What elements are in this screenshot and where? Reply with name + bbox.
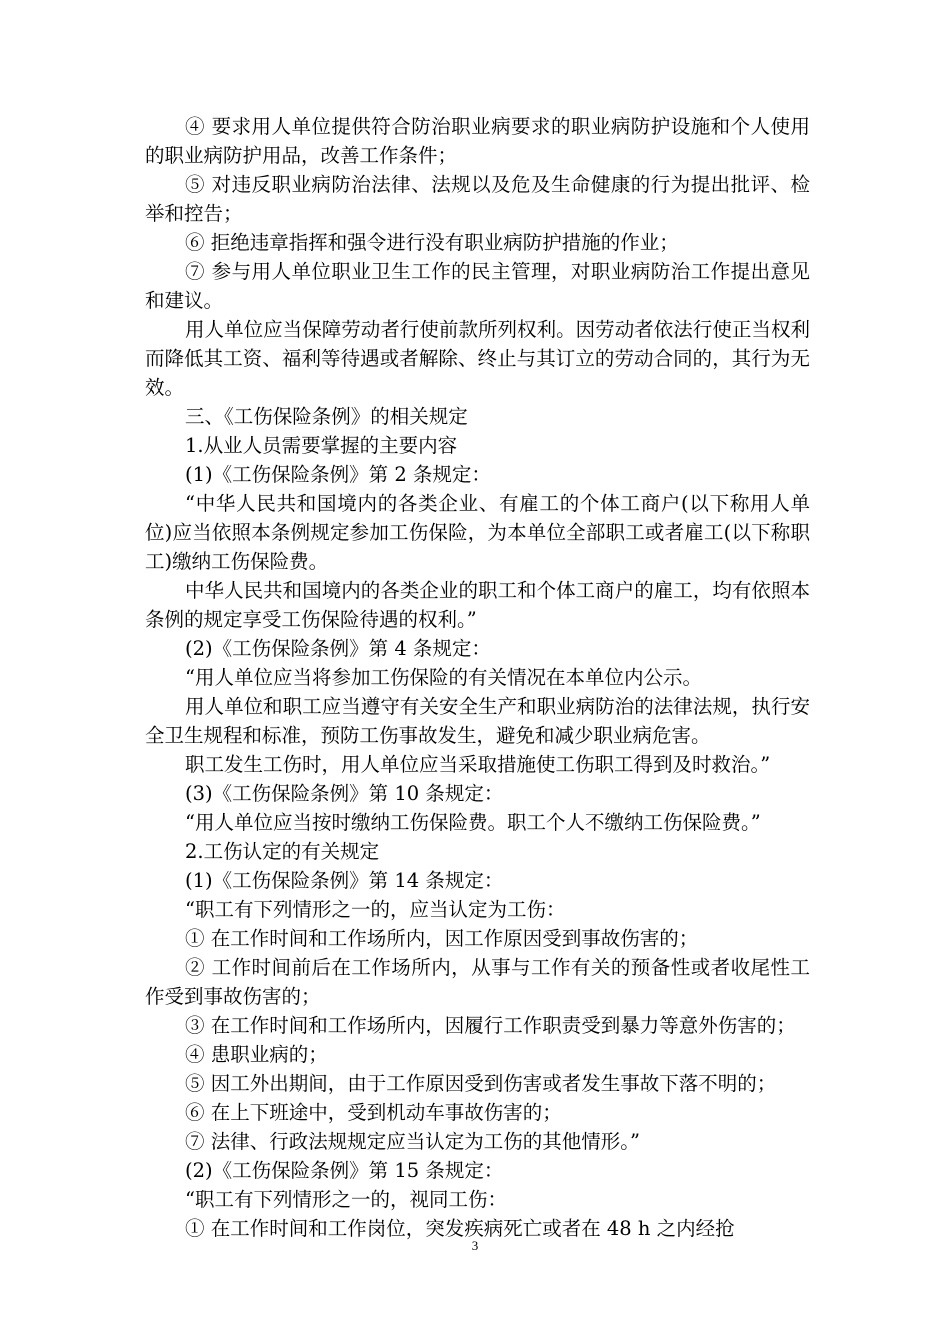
list-item: ④ 患职业病的； — [185, 1043, 328, 1066]
list-item: ⑦ 法律、行政法规规定应当认定为工伤的其他情形。” — [185, 1130, 640, 1153]
article-heading: (2)《工伤保险条例》第 4 条规定： — [185, 637, 491, 660]
paragraph: “职工有下列情形之一的，应当认定为工伤： — [185, 898, 566, 921]
paragraph: ⑦ 参与用人单位职业卫生工作的民主管理，对职业病防治工作提出意见和建议。 — [145, 260, 810, 312]
list-item: ② 工作时间前后在工作场所内，从事与工作有关的预备性或者收尾性工作受到事故伤害的； — [145, 956, 810, 1008]
article-heading: (1)《工伤保险条例》第 14 条规定： — [185, 869, 504, 892]
list-item: ③ 在工作时间和工作场所内，因履行工作职责受到暴力等意外伤害的； — [185, 1014, 796, 1037]
paragraph: ⑥ 拒绝违章指挥和强令进行没有职业病防护措施的作业； — [185, 231, 679, 254]
list-item: ⑤ 因工外出期间，由于工作原因受到伤害或者发生事故下落不明的； — [185, 1072, 777, 1095]
list-item: ① 在工作时间和工作岗位，突发疾病死亡或者在 48 h 之内经抢 — [185, 1217, 735, 1240]
list-item: ⑥ 在上下班途中，受到机动车事故伤害的； — [185, 1101, 562, 1124]
list-item: ① 在工作时间和工作场所内，因工作原因受到事故伤害的； — [185, 927, 699, 950]
paragraph: 中华人民共和国境内的各类企业的职工和个体工商户的雇工，均有依照本条例的规定享受工伤保险待遇的权利。” — [145, 579, 810, 631]
document-page — [145, 112, 810, 1243]
subsection-heading: 2.工伤认定的有关规定 — [185, 840, 380, 863]
paragraph: ⑤ 对违反职业病防治法律、法规以及危及生命健康的行为提出批评、检举和控告； — [145, 173, 810, 225]
article-heading: (3)《工伤保险条例》第 10 条规定： — [185, 782, 504, 805]
paragraph: “职工有下列情形之一的，视同工伤： — [185, 1188, 507, 1211]
paragraph: “用人单位应当按时缴纳工伤保险费。职工个人不缴纳工伤保险费。” — [185, 811, 761, 834]
paragraph: “中华人民共和国境内的各类企业、有雇工的个体工商户(以下称用人单位)应当依照本条例规定参加工伤保险，为本单位全部职工或者雇工(以下称职工)缴纳工伤保险费。 — [145, 492, 810, 573]
page-number: 3 — [471, 1238, 479, 1253]
article-heading: (1)《工伤保险条例》第 2 条规定： — [185, 463, 491, 486]
article-heading: (2)《工伤保险条例》第 15 条规定： — [185, 1159, 504, 1182]
subsection-heading: 1.从业人员需要掌握的主要内容 — [185, 434, 458, 457]
section-heading: 三、《工伤保险条例》的相关规定 — [185, 405, 468, 428]
paragraph: ④ 要求用人单位提供符合防治职业病要求的职业病防护设施和个人使用的职业病防护用品，改善工作条件； — [145, 115, 810, 167]
paragraph: 职工发生工伤时，用人单位应当采取措施使工伤职工得到及时救治。” — [185, 753, 771, 776]
paragraph: “用人单位应当将参加工伤保险的有关情况在本单位内公示。 — [185, 666, 702, 689]
paragraph: 用人单位和职工应当遵守有关安全生产和职业病防治的法律法规，执行安全卫生规程和标准，预防工伤事故发生，避免和减少职业病危害。 — [145, 695, 810, 747]
paragraph: 用人单位应当保障劳动者行使前款所列权利。因劳动者依法行使正当权利而降低其工资、福利等待遇或者解除、终止与其订立的劳动合同的，其行为无效。 — [145, 318, 810, 399]
